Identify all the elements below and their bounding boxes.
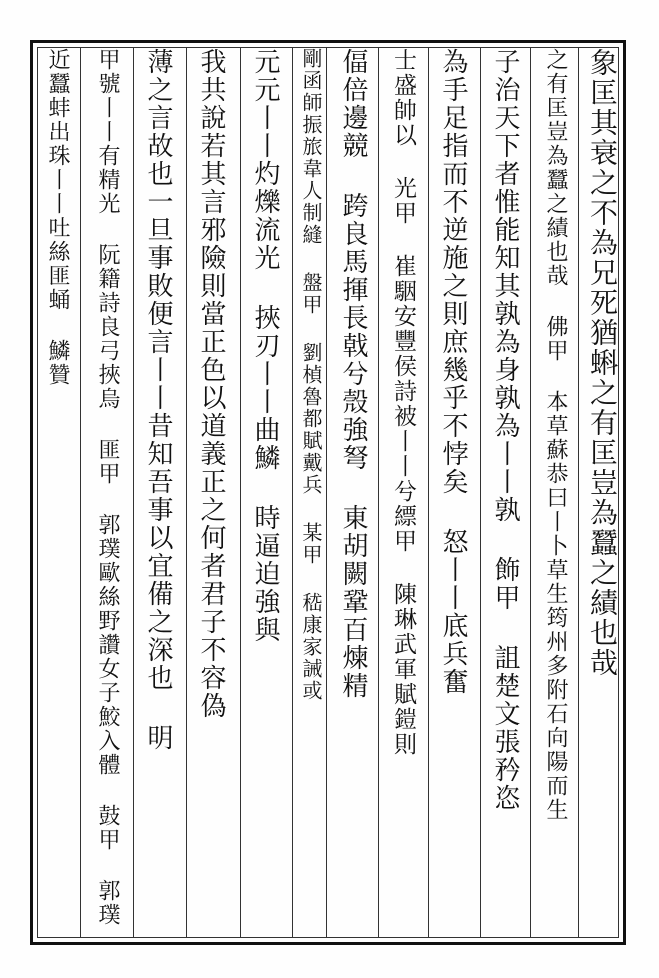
column-text: 士盛帥以 光甲 崔駰安豐侯詩被丨丨兮縹甲 陳琳武軍賦鎧則 (390, 48, 416, 757)
column-rule (292, 48, 293, 938)
column-rule (378, 48, 379, 938)
text-column-13b (34, 48, 35, 49)
text-column-3 (482, 48, 528, 938)
column-text: 偪倍邊競 跨良馬揮長戟兮殼強弩 東胡闕鞏百煉精 (338, 48, 368, 700)
column-text: 我共說若其言邪險則當正色以道義正之何者君子不容偽 (196, 48, 226, 720)
column-text: 剛函師振旅韋人制縫 盤甲 劉楨魯都賦戴兵 某甲 嵇康家誡或 (299, 48, 323, 702)
text-column-10 (135, 48, 181, 938)
column-text: 元元丨丨灼爍流光 挾刃丨丨曲鱗 時逼迫強與 (250, 48, 280, 644)
column-rule (480, 48, 481, 938)
text-column-7 (294, 48, 328, 938)
text-column-6 (330, 48, 376, 938)
column-rule (186, 48, 187, 938)
text-column-11 (84, 48, 130, 938)
column-text: 之有匡豈為蠶之績也哉 佛甲 本草蘇恭曰丨卜草生筠州多附石向陽而生 (543, 48, 568, 822)
column-text: 甲號丨丨有精光 阮籍詩良弓挾烏 匪甲 郭璞歐絲野讚女子鮫入體 鼓甲 郭璞 (95, 48, 120, 927)
text-column-4 (430, 48, 476, 938)
column-text: 近蠶蚌出珠丨丨吐絲匪蛹 鱗贊 (45, 48, 70, 387)
text-column-9 (188, 48, 234, 938)
column-text: 薄之言故也一旦事敗便言丨丨昔知吾事以宜備之深也 明 (143, 48, 173, 752)
column-text: 子治天下者惟能知其孰為身孰為丨丨孰 飾甲 詛楚文張矜恣 (490, 48, 520, 812)
text-column-2 (532, 48, 578, 938)
column-text: 為手足指而不逆施之則庶幾乎不悖矣 怒丨丨底兵奮 (438, 48, 468, 696)
text-column-8 (242, 48, 288, 938)
text-column-12 (34, 48, 80, 938)
column-rule (428, 48, 429, 938)
text-column-1 (580, 48, 624, 938)
column-rule (240, 48, 241, 938)
text-column-5 (380, 48, 426, 938)
column-rule (530, 48, 531, 938)
column-text: 象匡其衰之不為兄死猶蝌之有匡豈為蠶之績也哉 (586, 48, 619, 678)
column-rule (133, 48, 134, 938)
column-rule (80, 48, 81, 938)
